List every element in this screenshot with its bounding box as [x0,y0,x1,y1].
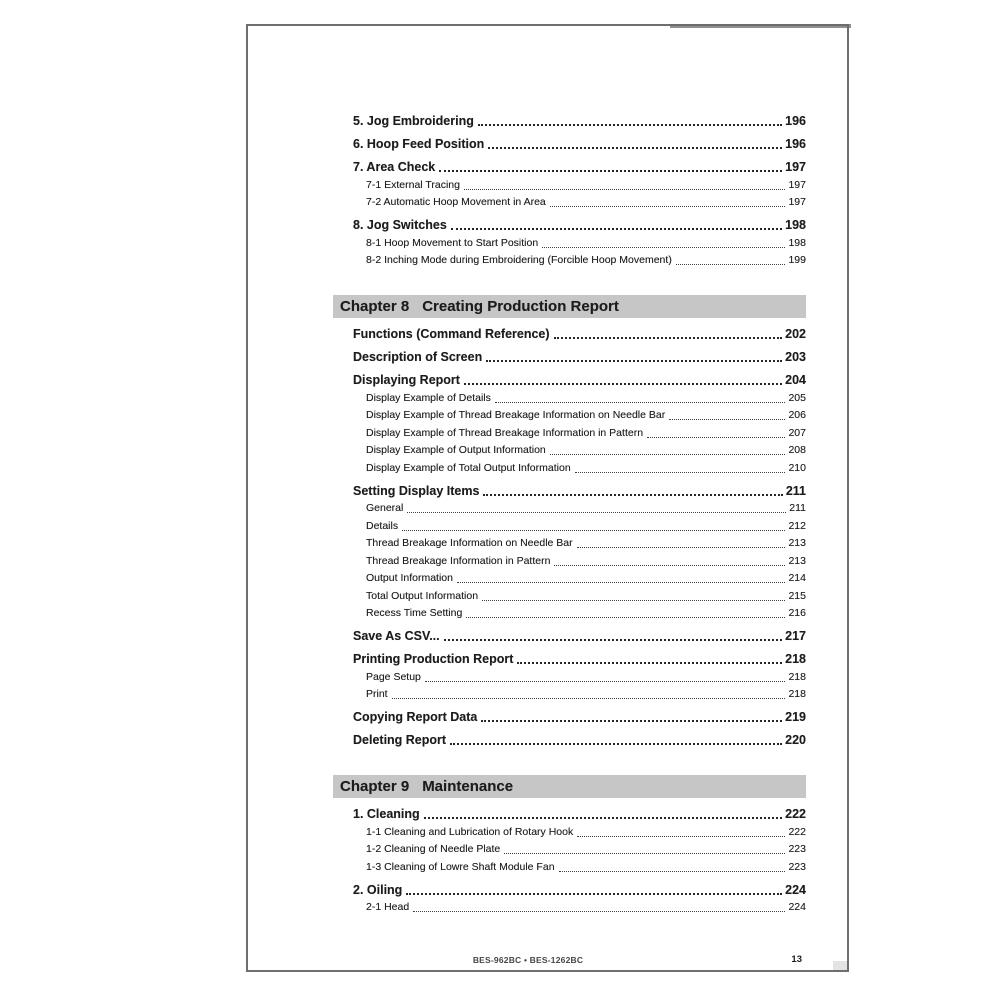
toc-entry-page: 224 [788,901,806,913]
toc-entry-page: 198 [785,218,806,232]
dot-leader [464,383,782,385]
toc-entry-page: 196 [785,137,806,151]
toc-entry-page: 211 [789,502,806,514]
dot-leader [488,147,782,149]
dot-leader [450,743,782,745]
toc-entry-label: Thread Breakage Information on Needle Bar [366,537,573,549]
dot-leader [495,402,786,403]
toc-entry [333,350,806,364]
toc-entry-page: 223 [788,843,806,855]
footer-model-text: BES-962BC • BES-1262BC [472,955,584,965]
dot-leader [559,871,786,872]
chapter-header [333,775,806,798]
toc-entry-page: 210 [788,461,806,474]
dot-leader [504,853,785,854]
toc-entry [333,218,806,232]
dot-leader [550,454,786,455]
chapter-title: Maintenance [422,778,514,795]
toc-entry-page: 203 [785,350,806,364]
toc-entry [333,883,806,897]
toc-entry-page: 197 [788,178,806,191]
toc-entry-label: Description of Screen [353,350,483,364]
toc-entry-label: Display Example of Total Output Information [366,461,571,474]
toc-entry-label: Total Output Information [366,589,479,602]
toc-entry-label: 1-1 Cleaning and Lubrication of Rotary Hook [366,825,574,838]
toc-entry [333,327,806,341]
toc-entry [333,444,806,457]
toc-entry [333,196,806,209]
toc-entry-page: 222 [788,825,806,838]
dot-leader [481,720,782,722]
toc-entry [333,555,806,568]
scan-artifact [833,961,847,970]
toc-entry-label: 8. Jog Switches [353,218,447,232]
toc-entry-label: 1-3 Cleaning of Lowre Shaft Module Fan [366,860,555,873]
toc-entry-page: 220 [785,733,806,747]
toc-chapter-section [333,775,806,914]
toc-entry-label: 1-2 Cleaning of Needle Plate [366,843,501,855]
dot-leader [413,911,785,912]
toc-entry [333,137,806,151]
toc-entry-page: 218 [788,688,806,700]
dot-leader [577,836,785,837]
toc-entry-page: 204 [785,373,806,387]
toc-entry [333,427,806,440]
dot-leader [466,617,785,618]
toc-section [333,114,806,267]
toc-entry [333,826,806,839]
toc-entry-page: 206 [788,409,806,421]
toc-entry-label: Deleting Report [353,733,447,747]
page-number: 13 [791,954,802,965]
toc-entry-label: Print [366,688,388,700]
toc-entry-label: 7-2 Automatic Hoop Movement in Area [366,196,546,208]
toc-entry-page: 223 [788,860,806,873]
toc-entry [333,409,806,422]
toc-entry [333,629,806,643]
dot-leader [554,337,783,339]
dot-leader [444,639,783,641]
manual-page [246,24,849,972]
dot-leader [478,124,782,126]
dot-leader [439,170,782,172]
dot-leader [647,437,785,438]
chapter-header [333,295,806,318]
dot-leader [425,681,786,682]
toc-entry-page: 202 [785,327,806,341]
toc-entry [333,462,806,475]
toc-entry [333,484,806,498]
toc-entry [333,733,806,747]
toc-entry-label: Display Example of Thread Breakage Information in Pattern [366,426,644,439]
toc-entry-page: 224 [785,882,806,897]
dot-leader [407,512,786,513]
toc-entry [333,392,806,405]
toc-entry-page: 218 [788,670,806,683]
toc-entry-label: 2-1 Head [366,901,410,913]
toc-entry [333,843,806,856]
toc-entry-page: 211 [785,483,806,498]
table-of-contents [333,26,806,914]
toc-entry-label: Details [366,519,399,532]
toc-entry-label: 2. Oiling [353,882,403,897]
toc-entry-label: 7-1 External Tracing [366,178,460,191]
toc-entry-label: Display Example of Details [366,391,491,404]
toc-entry-label: General [366,502,404,514]
dot-leader [554,565,785,566]
toc-entry-page: 222 [785,807,806,821]
toc-entry-label: 1. Cleaning [353,807,420,821]
toc-entry-label: Setting Display Items [353,483,480,498]
toc-entry-page: 213 [788,554,806,567]
dot-leader [577,547,786,548]
toc-entry-page: 219 [785,710,806,724]
toc-entry-label: Page Setup [366,670,421,683]
toc-entry [333,590,806,603]
toc-entry-label: Recess Time Setting [366,607,463,619]
toc-entry-page: 212 [788,519,806,532]
toc-entry-label: 7. Area Check [353,160,436,174]
toc-entry [333,114,806,128]
toc-entry-page: 199 [788,254,806,266]
dot-leader [669,419,785,420]
toc-entry [333,807,806,821]
dot-leader [676,264,786,265]
dot-leader [392,698,786,699]
toc-entry-label: Output Information [366,572,453,584]
toc-entry [333,537,806,550]
toc-entry [333,254,806,267]
toc-entry-label: Printing Production Report [353,652,514,666]
toc-entry-page: 207 [788,426,806,439]
chapter-number: Chapter 8 [340,298,410,315]
toc-entry [333,179,806,192]
toc-entry-page: 214 [788,572,806,584]
chapter-title: Creating Production Report [422,298,619,315]
toc-entry-label: 8-1 Hoop Movement to Start Position [366,236,539,249]
toc-entry-label: Displaying Report [353,373,460,387]
dot-leader [464,189,786,190]
toc-entry [333,502,806,515]
dot-leader [486,360,782,362]
toc-entry-page: 197 [785,160,806,174]
dot-leader [575,472,786,473]
toc-entry-page: 208 [788,444,806,456]
toc-entry [333,688,806,701]
dot-leader [451,228,782,230]
toc-entry-label: Thread Breakage Information in Pattern [366,554,551,567]
toc-entry-label: 6. Hoop Feed Position [353,137,485,151]
toc-entry [333,671,806,684]
toc-entry [333,861,806,874]
toc-entry-page: 213 [788,537,806,549]
toc-entry [333,901,806,914]
dot-leader [483,494,782,496]
toc-entry-page: 215 [788,589,806,602]
toc-entry-page: 217 [785,629,806,643]
toc-entry-page: 216 [788,607,806,619]
toc-entry-label: 5. Jog Embroidering [353,114,474,128]
toc-entry-page: 205 [788,391,806,404]
dot-leader [402,530,785,531]
toc-entry [333,572,806,585]
dot-leader [550,206,786,207]
dot-leader [457,582,786,583]
dot-leader [406,893,782,895]
dot-leader [517,662,782,664]
toc-entry [333,520,806,533]
dot-leader [482,600,785,601]
toc-entry-label: 8-2 Inching Mode during Embroidering (Forcible Hoop Movement) [366,254,672,266]
toc-entry [333,607,806,620]
chapter-number: Chapter 9 [340,778,410,795]
toc-entry-label: Save As CSV... [353,629,440,643]
toc-entry-page: 198 [788,236,806,249]
dot-leader [424,817,782,819]
toc-entry [333,652,806,666]
toc-entry-page: 218 [785,652,806,666]
toc-chapter-section [333,295,806,747]
toc-entry [333,160,806,174]
toc-entry [333,237,806,250]
dot-leader [542,247,785,248]
toc-entry-page: 196 [785,114,806,128]
toc-entry-page: 197 [788,196,806,208]
toc-entry [333,373,806,387]
toc-entry-label: Display Example of Output Information [366,444,546,456]
toc-entry-label: Display Example of Thread Breakage Information on Needle Bar [366,409,666,421]
toc-entry-label: Functions (Command Reference) [353,327,550,341]
toc-entry-label: Copying Report Data [353,710,478,724]
toc-entry [333,710,806,724]
